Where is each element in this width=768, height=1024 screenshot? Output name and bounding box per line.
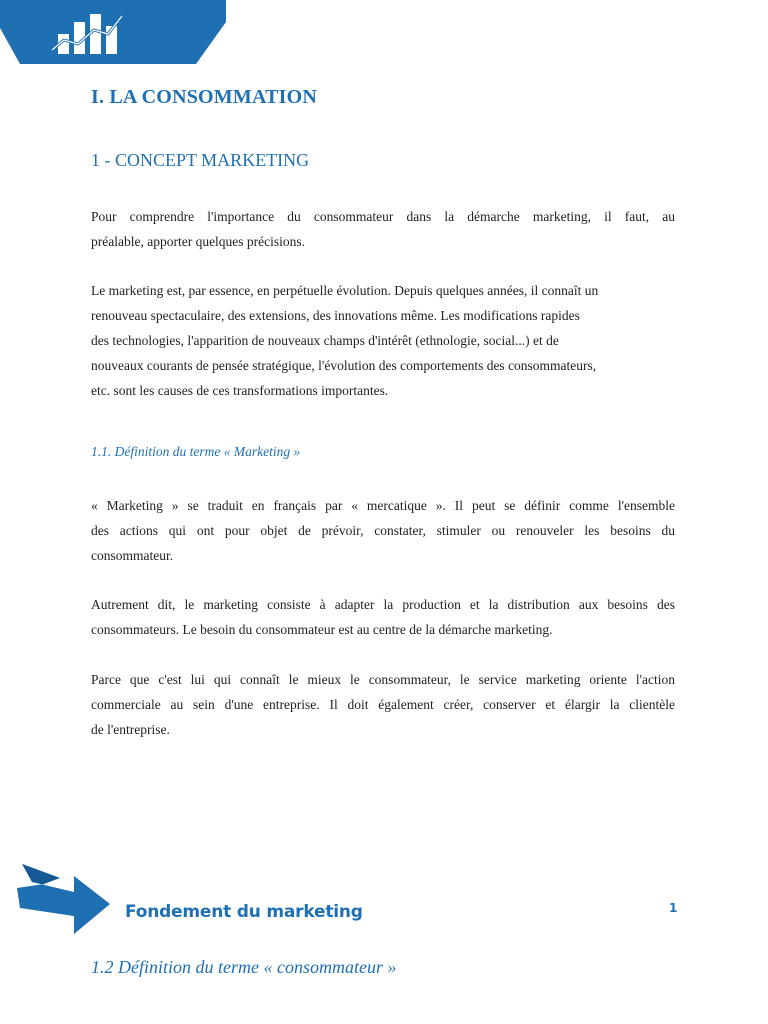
text-line: Le marketing est, par essence, en perpétuelle évolution. Depuis quelques années, il connaît un (91, 283, 599, 298)
next-section-heading: 1.2 Définition du terme « consommateur » (91, 957, 397, 977)
paragraph-evolution (91, 278, 675, 403)
text-line: consommateurs. Le besoin du consommateur est au centre de la démarche marketing. (91, 622, 553, 637)
text-line: Pour comprendre l'importance du consommateur dans la démarche marketing, il faut, au (91, 209, 675, 224)
text-line: des technologies, l'apparition de nouveaux champs d'intérêt (ethnologie, social...) et de (91, 333, 559, 348)
text-line: nouveaux courants de pensée stratégique, l'évolution des comportements des consommateurs, (91, 358, 597, 373)
text-line: Parce que c'est lui qui connaît le mieux le consommateur, le service marketing oriente l'action (91, 672, 675, 687)
text-line: « Marketing » se traduit en français par « mercatique ». Il peut se définir comme l'ensemble (91, 498, 675, 513)
paragraph-definition (91, 493, 675, 568)
section-heading: 1 - CONCEPT MARKETING (91, 150, 310, 170)
text-line: renouveau spectaculaire, des extensions, des innovations même. Les modifications rapides (91, 308, 580, 323)
arrow-right-icon (14, 862, 114, 936)
text-line: consommateur. (91, 548, 174, 563)
page-number: 1 (669, 901, 678, 915)
text-line: etc. sont les causes de ces transformations importantes. (91, 383, 389, 398)
footer-title: Fondement du marketing (125, 902, 363, 922)
text-line: de l'entreprise. (91, 722, 170, 737)
text-line: des actions qui ont pour objet de prévoir, constater, stimuler ou renouveler les besoins du (91, 523, 675, 538)
text-line: préalable, apporter quelques précisions. (91, 234, 306, 249)
paragraph-intro (91, 204, 675, 254)
paragraph-adaptation (91, 592, 675, 642)
page-title: I. LA CONSOMMATION (91, 86, 318, 108)
text-line: Autrement dit, le marketing consiste à adapter la production et la distribution aux besoins des (91, 597, 675, 612)
text-line: commerciale au sein d'une entreprise. Il doit également créer, conserver et élargir la clientèle (91, 697, 675, 712)
subsection-heading: 1.1. Définition du terme « Marketing » (91, 444, 301, 459)
bar-chart-logo-icon (0, 0, 230, 64)
paragraph-service (91, 667, 675, 742)
